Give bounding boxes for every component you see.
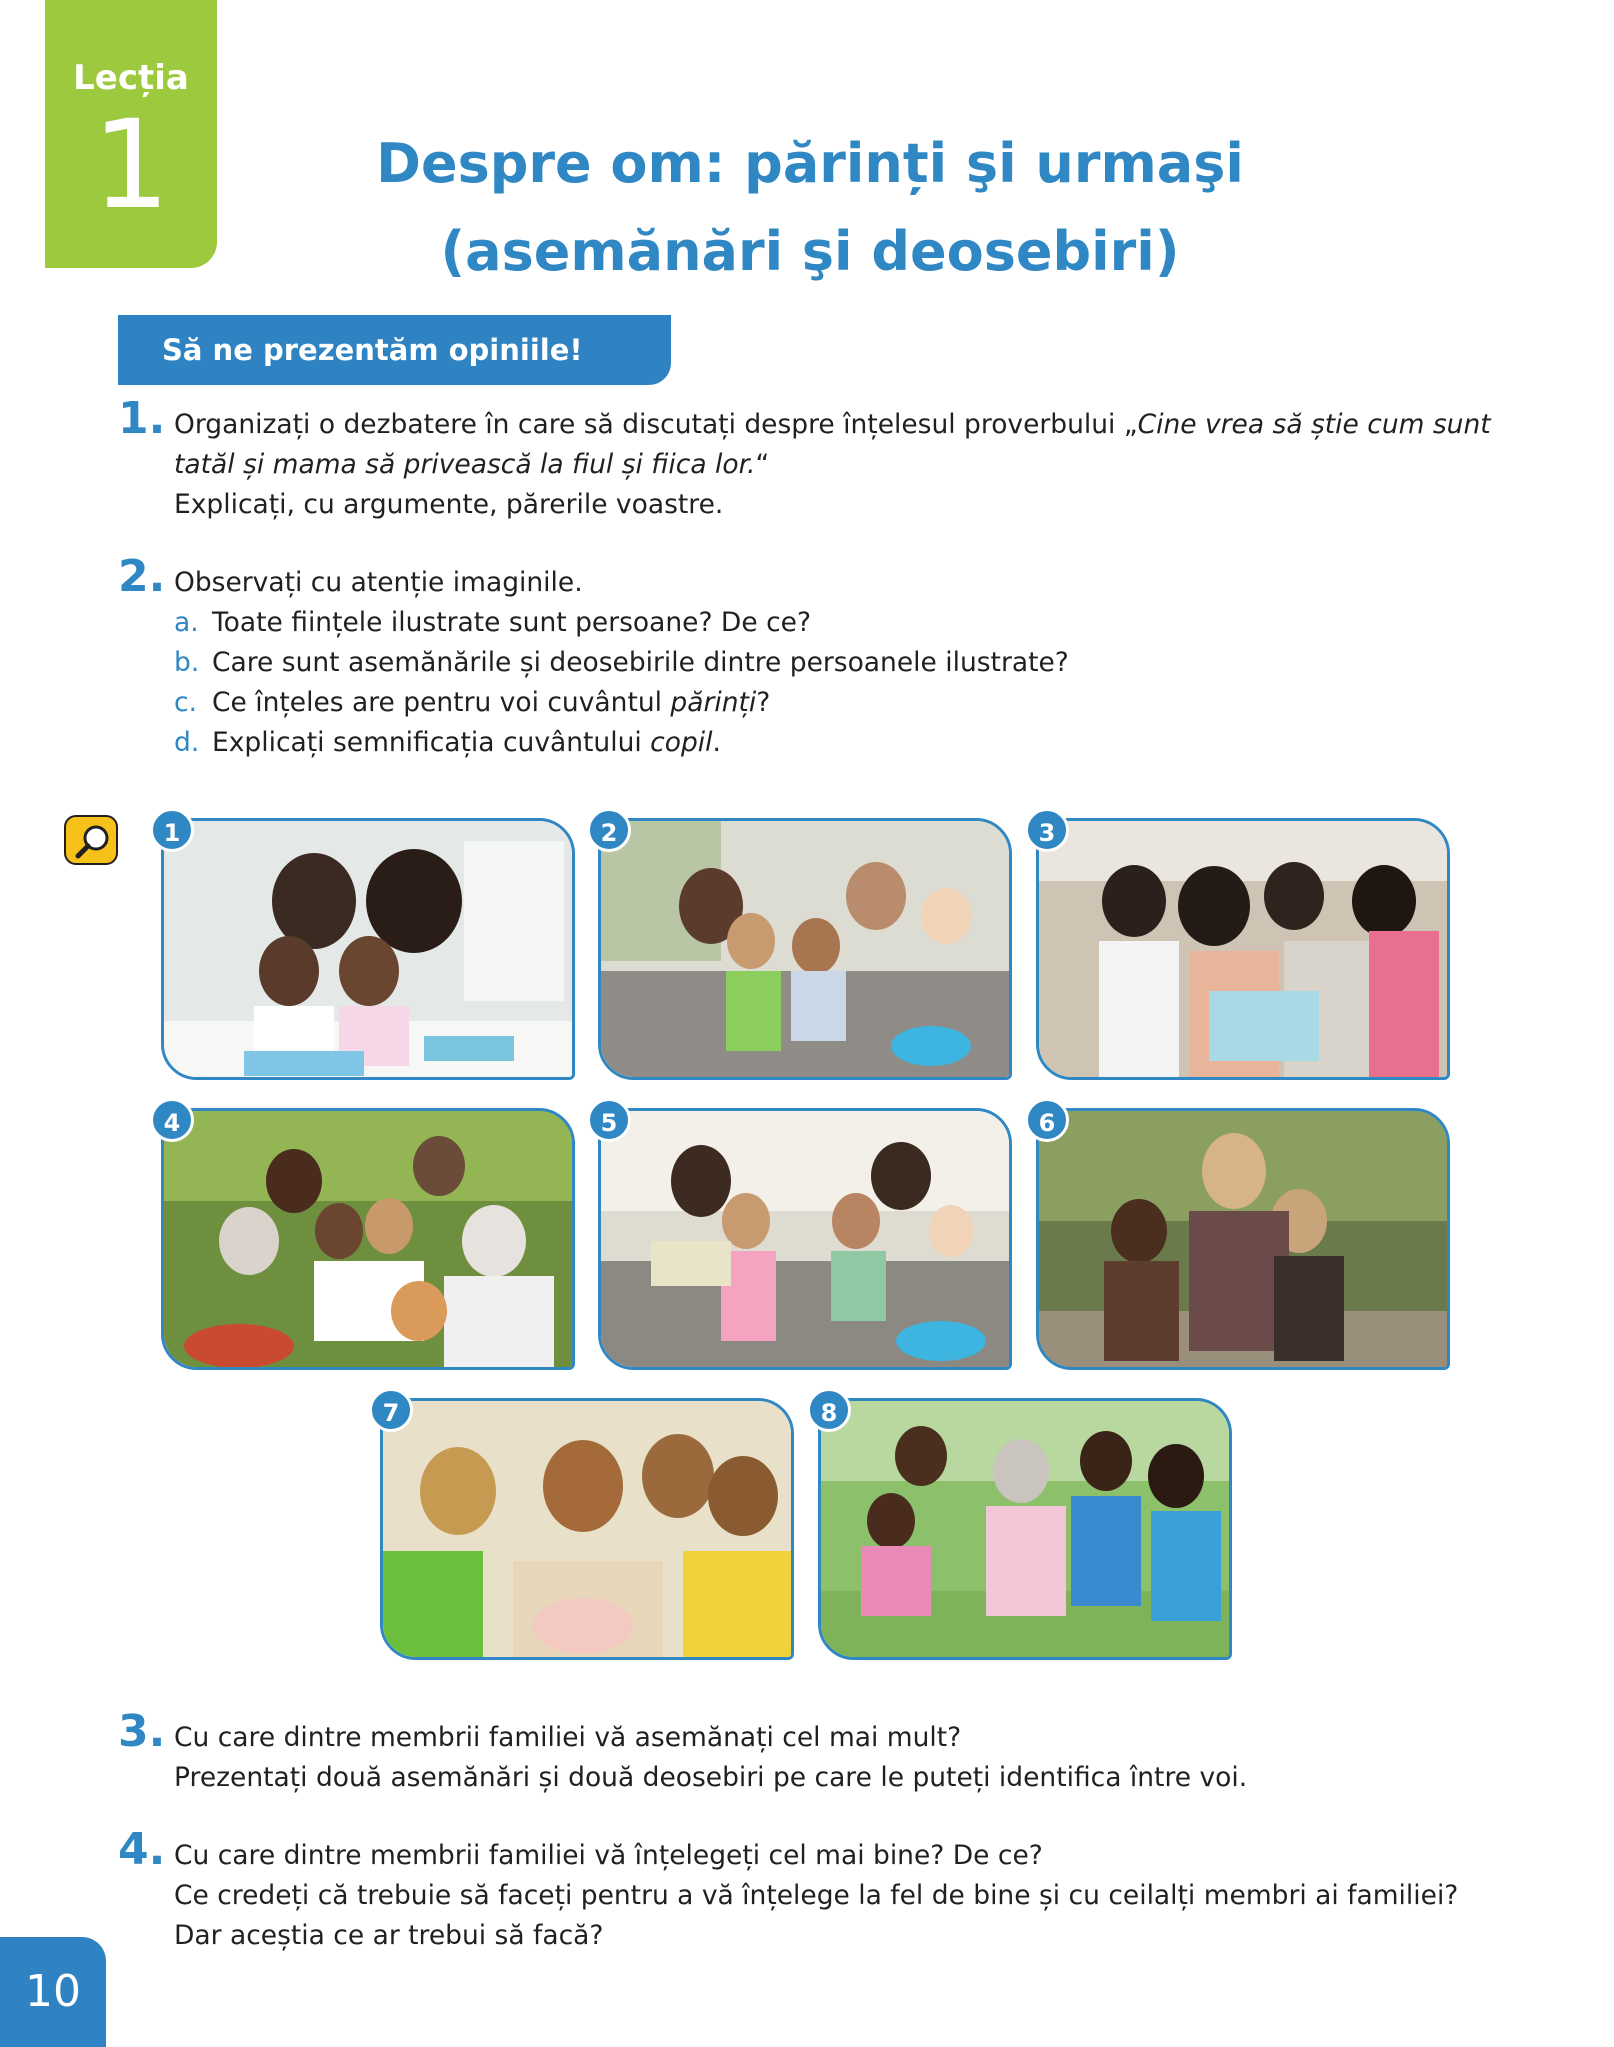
sub-item-d: [174, 723, 1518, 763]
sub-text: Care sunt asemănările și deosebirile dintre persoanele ilustrate?: [212, 647, 1069, 678]
exercise-text: Cu care dintre membrii familiei vă asemănați cel mai mult?: [174, 1722, 962, 1753]
sub-item-a: [174, 603, 1518, 643]
photo-8: [818, 1398, 1232, 1660]
photo-number-badge: 7: [369, 1388, 413, 1432]
lesson-number: 1: [92, 94, 170, 236]
exercise-3: [118, 1706, 1518, 1798]
sub-tail: .: [712, 727, 721, 758]
exercise-number: 4.: [118, 1824, 166, 1875]
photo-number-badge: 2: [587, 808, 631, 852]
lesson-label: Lecția: [73, 58, 189, 98]
exercise-text: [174, 405, 1504, 485]
exercise-text-part: Organizați o dezbatere în care să discutați despre înțelesul proverbului „: [174, 409, 1138, 440]
photo-number-badge: 1: [150, 808, 194, 852]
photo-number-badge: 5: [587, 1098, 631, 1142]
photo-number-badge: 3: [1025, 808, 1069, 852]
sub-text: Explicați semnificația cuvântului: [212, 727, 651, 758]
exercise-1: [118, 393, 1518, 525]
sub-italic: copil: [650, 727, 713, 758]
exercise-text-line: Dar aceștia ce ar trebui să facă?: [174, 1920, 604, 1951]
sub-letter: c.: [174, 687, 197, 718]
sub-item-b: [174, 643, 1518, 683]
page-title: [260, 120, 1360, 296]
exercise-number: 3.: [118, 1706, 166, 1757]
photo-4: [161, 1108, 575, 1370]
proverb-quote: Cine vrea să știe cum sunt tatăl și mama să privească la fiul și fiica lor.: [174, 409, 1491, 480]
sub-tail: ?: [756, 687, 771, 718]
page-number: 10: [0, 1937, 106, 2047]
photo-1: [161, 818, 575, 1080]
sub-item-c: [174, 683, 1518, 723]
photo-6: [1036, 1108, 1450, 1370]
sub-text: Toate ființele ilustrate sunt persoane? De ce?: [212, 607, 812, 638]
photo-number-badge: 4: [150, 1098, 194, 1142]
section-banner: Să ne prezentăm opiniile!: [118, 315, 671, 385]
photo-5: [598, 1108, 1012, 1370]
exercise-text: Observați cu atenție imaginile.: [174, 567, 583, 598]
title-line-1: Despre om: părinți şi urmaşi: [376, 132, 1244, 195]
photo-3: [1036, 818, 1450, 1080]
sub-letter: b.: [174, 647, 200, 678]
photo-2: [598, 818, 1012, 1080]
exercise-text-line: Prezentați două asemănări și două deosebiri pe care le puteți identifica între voi.: [174, 1762, 1248, 1793]
exercise-number: 2.: [118, 551, 166, 602]
sub-text: Ce înțeles are pentru voi cuvântul: [212, 687, 671, 718]
photo-number-badge: 6: [1025, 1098, 1069, 1142]
magnifier-icon: [64, 815, 118, 865]
exercise-number: 1.: [118, 393, 166, 444]
lesson-tab: [45, 0, 217, 268]
exercise-text-line: Explicați, cu argumente, părerile voastre.: [174, 489, 724, 520]
exercise-2: [118, 551, 1518, 763]
title-line-2: (asemănări şi deosebiri): [440, 220, 1180, 283]
sub-letter: a.: [174, 607, 199, 638]
quote-close: “: [755, 449, 770, 480]
sub-italic: părinți: [670, 687, 757, 718]
sub-letter: d.: [174, 727, 200, 758]
exercise-4: [118, 1824, 1558, 1956]
photo-7: [380, 1398, 794, 1660]
exercise-text: Cu care dintre membrii familiei vă înțelegeți cel mai bine? De ce?: [174, 1840, 1043, 1871]
exercise-text-line: Ce credeți că trebuie să faceți pentru a vă înțelege la fel de bine și cu ceilalți membri ai familiei?: [174, 1880, 1459, 1911]
photo-number-badge: 8: [807, 1388, 851, 1432]
